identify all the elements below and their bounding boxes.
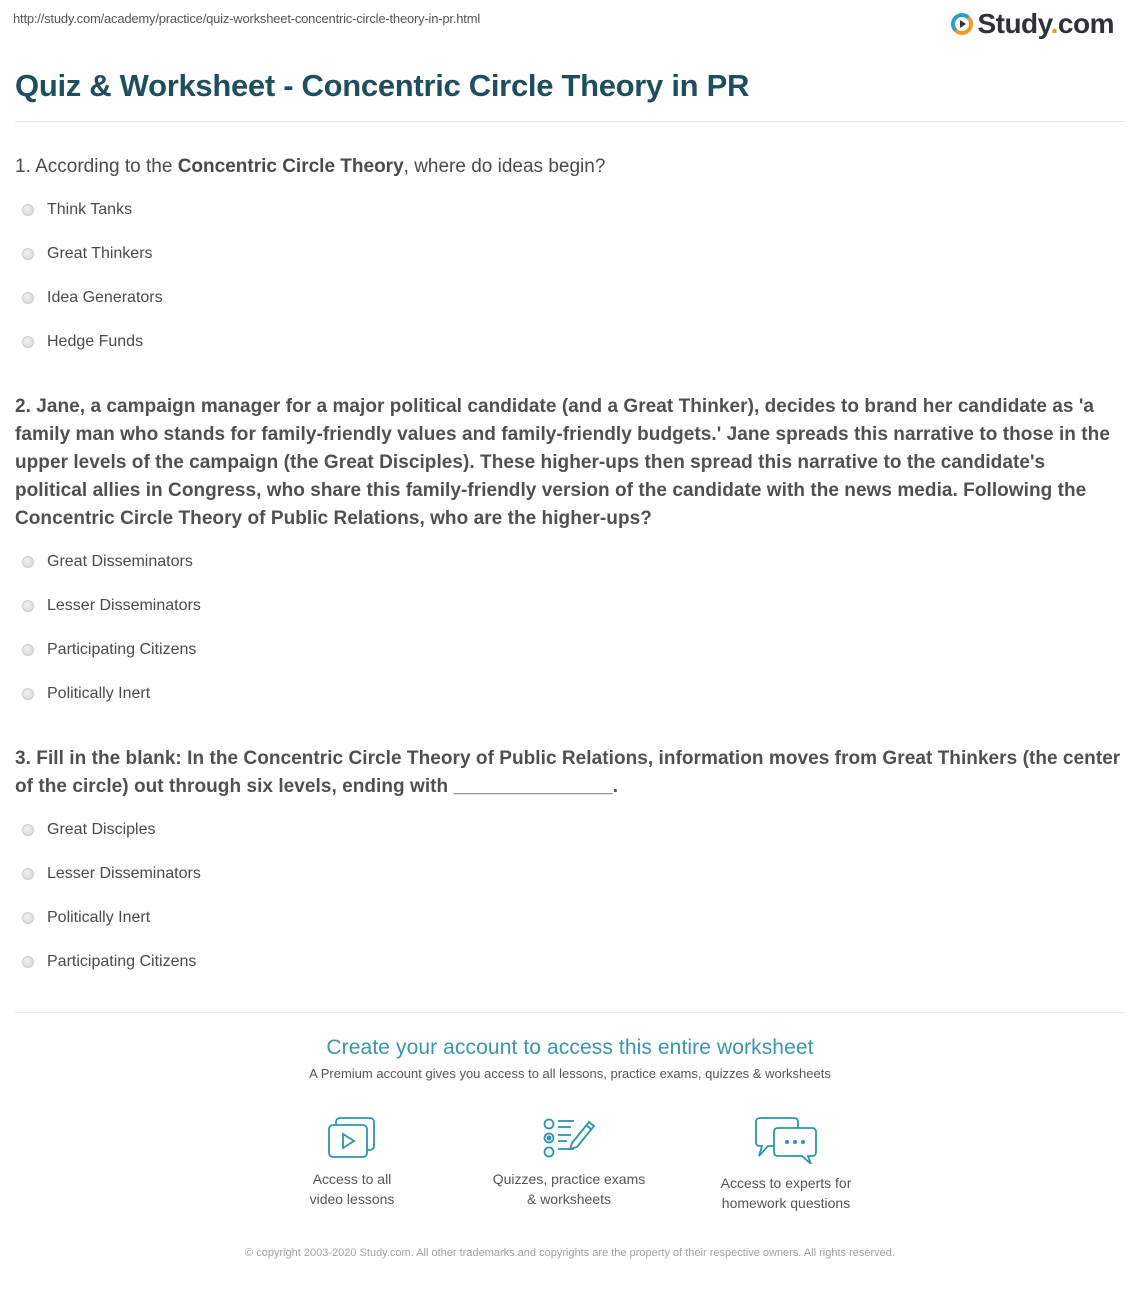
cta-divider xyxy=(15,1012,1125,1013)
answer-option[interactable]: Lesser Disseminators xyxy=(22,584,201,628)
logo-text: Study.com xyxy=(977,8,1114,39)
feature-video-lessons: Access to all video lessons xyxy=(252,1116,452,1209)
question-2-options xyxy=(22,540,201,716)
title-divider xyxy=(15,121,1125,122)
radio-button-icon[interactable] xyxy=(22,336,34,348)
question-number: 1. xyxy=(15,156,31,177)
question-number: 2. xyxy=(15,396,31,417)
radio-button-icon[interactable] xyxy=(22,956,34,968)
answer-option[interactable]: Idea Generators xyxy=(22,276,163,320)
question-1-options xyxy=(22,188,163,364)
premium-features xyxy=(0,1116,1140,1216)
answer-option[interactable]: Great Thinkers xyxy=(22,232,163,276)
feature-quizzes: Quizzes, practice exams & worksheets xyxy=(469,1116,669,1209)
cta-title-link[interactable]: Create your account to access this entire worksheet xyxy=(326,1036,814,1059)
radio-button-icon[interactable] xyxy=(22,292,34,304)
answer-option[interactable]: Participating Citizens xyxy=(22,940,201,984)
question-1: 1. According to the Concentric Circle Theory, where do ideas begin? xyxy=(15,156,606,177)
radio-button-icon[interactable] xyxy=(22,688,34,700)
quiz-checklist-icon xyxy=(541,1116,597,1160)
question-emphasis: Concentric Circle Theory xyxy=(177,156,404,177)
radio-button-icon[interactable] xyxy=(22,556,34,568)
answer-option[interactable]: Lesser Disseminators xyxy=(22,852,201,896)
radio-button-icon[interactable] xyxy=(22,868,34,880)
radio-button-icon[interactable] xyxy=(22,600,34,612)
copyright-footer: © copyright 2003-2020 Study.com. All other trademarks and copyrights are the property of their respective owners. All rights reserved. xyxy=(245,1247,895,1259)
radio-button-icon[interactable] xyxy=(22,824,34,836)
question-2 xyxy=(15,393,1122,533)
answer-option[interactable]: Politically Inert xyxy=(22,896,201,940)
signup-cta xyxy=(0,1036,1140,1081)
answer-option[interactable]: Great Disciples xyxy=(22,808,201,852)
feature-experts: Access to experts for homework questions xyxy=(686,1116,886,1213)
answer-option[interactable]: Hedge Funds xyxy=(22,320,163,364)
radio-button-icon[interactable] xyxy=(22,644,34,656)
answer-option[interactable]: Think Tanks xyxy=(22,188,163,232)
page-url: http://study.com/academy/practice/quiz-worksheet-concentric-circle-theory-in-pr.html xyxy=(13,11,481,26)
question-3 xyxy=(15,745,1122,801)
question-text: Jane, a campaign manager for a major political candidate (and a Great Thinker), decides to brand her candidate as 'a family man who stands for family-friendly values and family-friendly budgets.' Jane spreads this narrative to those in the upper levels of the campaign (the Great Disciples). These higher-ups then spread this narrative to the candidate's political allies in Congress, who share this family-friendly version of the candidate with the news media. Following the Concentric Circle Theory of Public Relations, who are the higher-ups? xyxy=(15,396,1110,529)
question-text: Fill in the blank: In the Concentric Circle Theory of Public Relations, information moves from Great Thinkers (the center of the circle) out through six levels, ending with _______________. xyxy=(15,748,1121,797)
video-lessons-icon xyxy=(326,1116,378,1160)
question-3-options xyxy=(22,808,201,984)
radio-button-icon[interactable] xyxy=(22,204,34,216)
answer-option[interactable]: Participating Citizens xyxy=(22,628,201,672)
answer-option[interactable]: Great Disseminators xyxy=(22,540,201,584)
radio-button-icon[interactable] xyxy=(22,912,34,924)
play-circle-icon xyxy=(951,13,973,35)
cta-subtitle: A Premium account gives you access to all lessons, practice exams, quizzes & worksheets xyxy=(309,1066,831,1081)
answer-option[interactable]: Politically Inert xyxy=(22,672,201,716)
question-number: 3. xyxy=(15,748,31,769)
chat-bubbles-icon xyxy=(754,1116,818,1164)
study-logo[interactable] xyxy=(951,8,1114,40)
radio-button-icon[interactable] xyxy=(22,248,34,260)
page-title: Quiz & Worksheet - Concentric Circle Theory in PR xyxy=(15,68,750,103)
